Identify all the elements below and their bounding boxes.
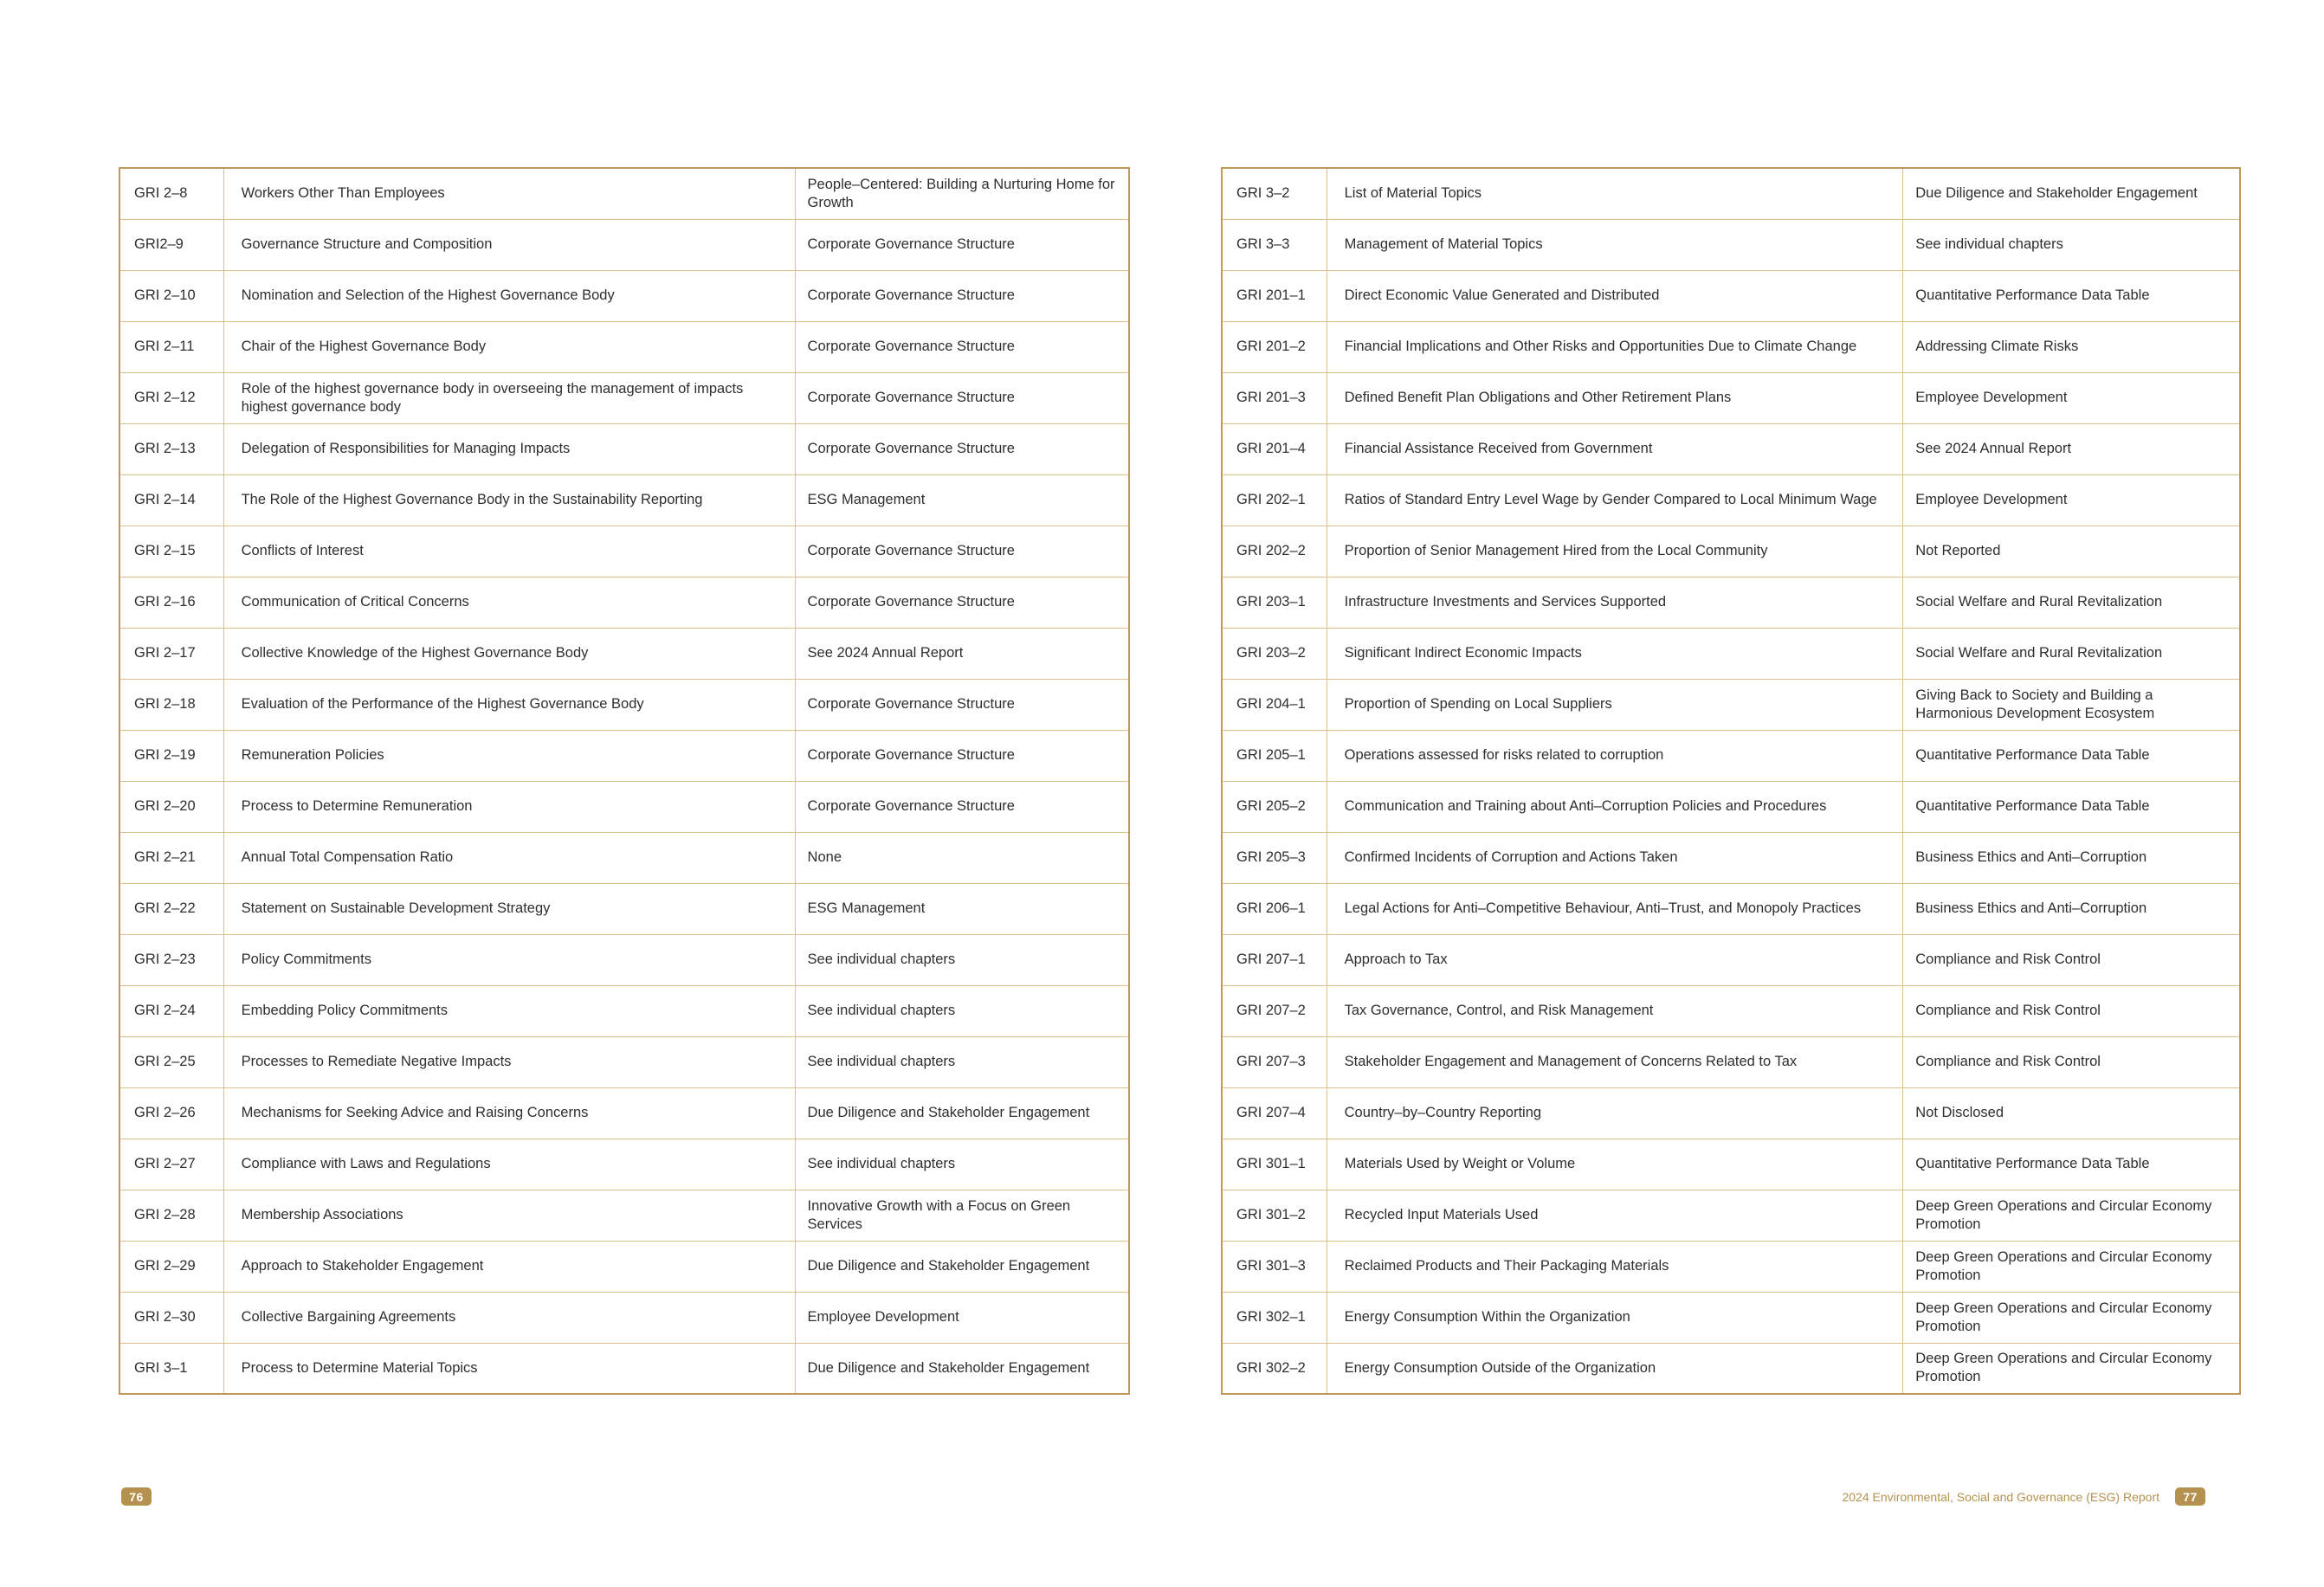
gri-code-cell: GRI 2–11	[119, 321, 223, 372]
gri-table-row	[1222, 1292, 2240, 1343]
gri-description-cell: Confirmed Incidents of Corruption and Actions Taken	[1327, 832, 1903, 883]
gri-reference-cell: ESG Management	[795, 474, 1129, 526]
gri-description-cell: Defined Benefit Plan Obligations and Other Retirement Plans	[1327, 372, 1903, 423]
gri-table-row	[1222, 781, 2240, 832]
gri-reference-cell: Due Diligence and Stakeholder Engagement	[795, 1343, 1129, 1394]
gri-table-row	[1222, 1343, 2240, 1394]
gri-description-cell: Process to Determine Material Topics	[223, 1343, 795, 1394]
gri-reference-cell: Compliance and Risk Control	[1903, 985, 2240, 1036]
gri-table-row	[1222, 423, 2240, 474]
gri-code-cell: GRI 3–1	[119, 1343, 223, 1394]
gri-table-row	[119, 474, 1129, 526]
gri-description-cell: Role of the highest governance body in overseeing the management of impacts highest governance body	[223, 372, 795, 423]
gri-reference-cell: Not Disclosed	[1903, 1087, 2240, 1139]
gri-table-row	[119, 270, 1129, 321]
gri-code-cell: GRI 201–3	[1222, 372, 1327, 423]
gri-table-row	[119, 577, 1129, 628]
gri-code-cell: GRI 201–1	[1222, 270, 1327, 321]
gri-code-cell: GRI 2–29	[119, 1241, 223, 1292]
gri-code-cell: GRI 2–21	[119, 832, 223, 883]
gri-table-row	[119, 1241, 1129, 1292]
gri-description-cell: Governance Structure and Composition	[223, 219, 795, 270]
gri-table-row	[1222, 832, 2240, 883]
gri-table-row	[119, 1139, 1129, 1190]
gri-table-row	[1222, 1036, 2240, 1087]
gri-description-cell: List of Material Topics	[1327, 168, 1903, 219]
gri-description-cell: Country–by–Country Reporting	[1327, 1087, 1903, 1139]
gri-description-cell: Direct Economic Value Generated and Distributed	[1327, 270, 1903, 321]
gri-description-cell: Energy Consumption Outside of the Organization	[1327, 1343, 1903, 1394]
gri-description-cell: Collective Bargaining Agreements	[223, 1292, 795, 1343]
gri-table-row	[119, 679, 1129, 730]
gri-reference-cell: Corporate Governance Structure	[795, 730, 1129, 781]
gri-table-row	[119, 832, 1129, 883]
gri-description-cell: Energy Consumption Within the Organization	[1327, 1292, 1903, 1343]
gri-description-cell: Workers Other Than Employees	[223, 168, 795, 219]
gri-table-row	[1222, 577, 2240, 628]
gri-code-cell: GRI 302–2	[1222, 1343, 1327, 1394]
gri-description-cell: Communication and Training about Anti–Corruption Policies and Procedures	[1327, 781, 1903, 832]
gri-description-cell: Chair of the Highest Governance Body	[223, 321, 795, 372]
gri-reference-cell: See 2024 Annual Report	[795, 628, 1129, 679]
gri-description-cell: Process to Determine Remuneration	[223, 781, 795, 832]
gri-table-row	[119, 628, 1129, 679]
gri-table-row	[1222, 628, 2240, 679]
gri-table-row	[119, 1343, 1129, 1394]
gri-code-cell: GRI 203–1	[1222, 577, 1327, 628]
gri-description-cell: Compliance with Laws and Regulations	[223, 1139, 795, 1190]
gri-code-cell: GRI 301–3	[1222, 1241, 1327, 1292]
gri-code-cell: GRI 202–2	[1222, 526, 1327, 577]
gri-code-cell: GRI 2–26	[119, 1087, 223, 1139]
gri-table-row	[1222, 219, 2240, 270]
gri-table-row	[119, 1190, 1129, 1241]
gri-description-cell: Evaluation of the Performance of the Highest Governance Body	[223, 679, 795, 730]
gri-description-cell: Proportion of Spending on Local Suppliers	[1327, 679, 1903, 730]
gri-description-cell: Embedding Policy Commitments	[223, 985, 795, 1036]
gri-code-cell: GRI 301–1	[1222, 1139, 1327, 1190]
gri-description-cell: Reclaimed Products and Their Packaging Materials	[1327, 1241, 1903, 1292]
gri-table-row	[119, 934, 1129, 985]
gri-description-cell: Collective Knowledge of the Highest Governance Body	[223, 628, 795, 679]
gri-description-cell: Delegation of Responsibilities for Managing Impacts	[223, 423, 795, 474]
gri-code-cell: GRI 206–1	[1222, 883, 1327, 934]
gri-description-cell: Financial Implications and Other Risks and Opportunities Due to Climate Change	[1327, 321, 1903, 372]
gri-reference-cell: Corporate Governance Structure	[795, 577, 1129, 628]
gri-content-index-table-right-page	[1221, 167, 2241, 1395]
gri-reference-cell: Corporate Governance Structure	[795, 219, 1129, 270]
report-title: 2024 Environmental, Social and Governance (ESG) Report	[1842, 1489, 2159, 1504]
gri-code-cell: GRI2–9	[119, 219, 223, 270]
gri-table-row	[1222, 985, 2240, 1036]
gri-table-row	[1222, 526, 2240, 577]
gri-description-cell: Remuneration Policies	[223, 730, 795, 781]
gri-description-cell: Materials Used by Weight or Volume	[1327, 1139, 1903, 1190]
gri-reference-cell: Not Reported	[1903, 526, 2240, 577]
gri-code-cell: GRI 205–1	[1222, 730, 1327, 781]
gri-description-cell: Financial Assistance Received from Government	[1327, 423, 1903, 474]
gri-description-cell: Membership Associations	[223, 1190, 795, 1241]
footer-left	[121, 1487, 152, 1506]
gri-reference-cell: ESG Management	[795, 883, 1129, 934]
gri-description-cell: Processes to Remediate Negative Impacts	[223, 1036, 795, 1087]
gri-reference-cell: Addressing Climate Risks	[1903, 321, 2240, 372]
gri-code-cell: GRI 2–22	[119, 883, 223, 934]
gri-table-row	[119, 985, 1129, 1036]
gri-reference-cell: Quantitative Performance Data Table	[1903, 270, 2240, 321]
gri-description-cell: Proportion of Senior Management Hired from the Local Community	[1327, 526, 1903, 577]
gri-description-cell: Approach to Tax	[1327, 934, 1903, 985]
gri-table-row	[119, 372, 1129, 423]
gri-reference-cell: Deep Green Operations and Circular Economy Promotion	[1903, 1241, 2240, 1292]
gri-reference-cell: Due Diligence and Stakeholder Engagement	[795, 1241, 1129, 1292]
gri-code-cell: GRI 2–23	[119, 934, 223, 985]
gri-reference-cell: Deep Green Operations and Circular Economy Promotion	[1903, 1343, 2240, 1394]
gri-table-row	[1222, 1087, 2240, 1139]
gri-description-cell: Annual Total Compensation Ratio	[223, 832, 795, 883]
gri-reference-cell: Due Diligence and Stakeholder Engagement	[1903, 168, 2240, 219]
gri-table-row	[119, 1087, 1129, 1139]
gri-description-cell: Operations assessed for risks related to corruption	[1327, 730, 1903, 781]
gri-reference-cell: Compliance and Risk Control	[1903, 1036, 2240, 1087]
gri-description-cell: Ratios of Standard Entry Level Wage by Gender Compared to Local Minimum Wage	[1327, 474, 1903, 526]
gri-code-cell: GRI 2–27	[119, 1139, 223, 1190]
gri-code-cell: GRI 2–20	[119, 781, 223, 832]
gri-description-cell: Communication of Critical Concerns	[223, 577, 795, 628]
gri-code-cell: GRI 2–24	[119, 985, 223, 1036]
gri-reference-cell: Corporate Governance Structure	[795, 423, 1129, 474]
gri-code-cell: GRI 2–28	[119, 1190, 223, 1241]
gri-code-cell: GRI 205–2	[1222, 781, 1327, 832]
gri-reference-cell: Employee Development	[1903, 372, 2240, 423]
gri-table-row	[119, 168, 1129, 219]
gri-reference-cell: Corporate Governance Structure	[795, 321, 1129, 372]
gri-description-cell: The Role of the Highest Governance Body in the Sustainability Reporting	[223, 474, 795, 526]
gri-code-cell: GRI 204–1	[1222, 679, 1327, 730]
gri-code-cell: GRI 302–1	[1222, 1292, 1327, 1343]
gri-description-cell: Recycled Input Materials Used	[1327, 1190, 1903, 1241]
gri-code-cell: GRI 201–2	[1222, 321, 1327, 372]
gri-reference-cell: Deep Green Operations and Circular Economy Promotion	[1903, 1190, 2240, 1241]
gri-reference-cell: Business Ethics and Anti–Corruption	[1903, 883, 2240, 934]
gri-code-cell: GRI 2–14	[119, 474, 223, 526]
gri-code-cell: GRI 201–4	[1222, 423, 1327, 474]
gri-reference-cell: Giving Back to Society and Building a Harmonious Development Ecosystem	[1903, 679, 2240, 730]
gri-description-cell: Infrastructure Investments and Services Supported	[1327, 577, 1903, 628]
gri-description-cell: Conflicts of Interest	[223, 526, 795, 577]
gri-reference-cell: Corporate Governance Structure	[795, 270, 1129, 321]
gri-table-row	[1222, 934, 2240, 985]
gri-description-cell: Approach to Stakeholder Engagement	[223, 1241, 795, 1292]
gri-table-row	[119, 526, 1129, 577]
gri-reference-cell: Corporate Governance Structure	[795, 372, 1129, 423]
gri-code-cell: GRI 2–12	[119, 372, 223, 423]
gri-reference-cell: Due Diligence and Stakeholder Engagement	[795, 1087, 1129, 1139]
gri-reference-cell: Compliance and Risk Control	[1903, 934, 2240, 985]
gri-code-cell: GRI 2–17	[119, 628, 223, 679]
gri-code-cell: GRI 205–3	[1222, 832, 1327, 883]
gri-table-row	[1222, 679, 2240, 730]
footer-right	[1842, 1487, 2205, 1506]
gri-description-cell: Mechanisms for Seeking Advice and Raising Concerns	[223, 1087, 795, 1139]
gri-reference-cell: See individual chapters	[795, 934, 1129, 985]
gri-code-cell: GRI 2–18	[119, 679, 223, 730]
gri-table-row	[1222, 168, 2240, 219]
gri-code-cell: GRI 3–2	[1236, 185, 1290, 202]
gri-table-row	[119, 781, 1129, 832]
gri-table-row	[1222, 1139, 2240, 1190]
gri-reference-cell: Quantitative Performance Data Table	[1903, 781, 2240, 832]
gri-description-cell: Significant Indirect Economic Impacts	[1327, 628, 1903, 679]
gri-description-cell: Stakeholder Engagement and Management of Concerns Related to Tax	[1327, 1036, 1903, 1087]
gri-table-row	[1222, 730, 2240, 781]
gri-table-row	[1222, 321, 2240, 372]
gri-reference-cell: Quantitative Performance Data Table	[1903, 730, 2240, 781]
gri-reference-cell: See individual chapters	[795, 985, 1129, 1036]
gri-reference-cell: Deep Green Operations and Circular Economy Promotion	[1903, 1292, 2240, 1343]
gri-reference-cell: Employee Development	[1903, 474, 2240, 526]
gri-table-row	[1222, 1190, 2240, 1241]
gri-table	[119, 167, 1130, 1395]
gri-table-row	[119, 730, 1129, 781]
gri-reference-cell: See individual chapters	[795, 1036, 1129, 1087]
gri-code-cell: GRI 2–19	[119, 730, 223, 781]
gri-reference-cell: People–Centered: Building a Nurturing Home for Growth	[795, 168, 1129, 219]
gri-description-cell: Management of Material Topics	[1327, 219, 1903, 270]
gri-code-cell: GRI 207–3	[1222, 1036, 1327, 1087]
gri-table-row	[119, 1036, 1129, 1087]
gri-reference-cell: Social Welfare and Rural Revitalization	[1903, 577, 2240, 628]
gri-table-row	[1222, 372, 2240, 423]
gri-reference-cell: Innovative Growth with a Focus on Green Services	[795, 1190, 1129, 1241]
gri-code-cell: GRI 207–2	[1222, 985, 1327, 1036]
gri-code-cell: GRI 2–16	[119, 577, 223, 628]
gri-table-row	[119, 1292, 1129, 1343]
gri-code-cell: GRI 2–10	[119, 270, 223, 321]
gri-reference-cell: Corporate Governance Structure	[795, 781, 1129, 832]
gri-code-cell: GRI 2–25	[119, 1036, 223, 1087]
gri-reference-cell: None	[795, 832, 1129, 883]
gri-table-row	[119, 219, 1129, 270]
page-number-badge: 76	[121, 1487, 152, 1506]
gri-table-row	[119, 883, 1129, 934]
gri-reference-cell: See 2024 Annual Report	[1903, 423, 2240, 474]
gri-description-cell: Statement on Sustainable Development Strategy	[223, 883, 795, 934]
gri-description-cell: Tax Governance, Control, and Risk Management	[1327, 985, 1903, 1036]
gri-reference-cell: Employee Development	[795, 1292, 1129, 1343]
gri-code-cell: GRI 207–1	[1222, 934, 1327, 985]
gri-reference-cell: Business Ethics and Anti–Corruption	[1903, 832, 2240, 883]
gri-description-cell: Legal Actions for Anti–Competitive Behaviour, Anti–Trust, and Monopoly Practices	[1327, 883, 1903, 934]
gri-code-cell: GRI 2–30	[119, 1292, 223, 1343]
gri-table-row	[1222, 883, 2240, 934]
page-number-badge: 77	[2175, 1487, 2205, 1506]
gri-table-row	[1222, 1241, 2240, 1292]
gri-content-index-table-left-page	[119, 167, 1130, 1395]
gri-table-row	[1222, 474, 2240, 526]
gri-code-cell: GRI 2–8	[134, 185, 188, 202]
gri-description-cell: Nomination and Selection of the Highest Governance Body	[223, 270, 795, 321]
gri-reference-cell: Quantitative Performance Data Table	[1903, 1139, 2240, 1190]
gri-reference-cell: Social Welfare and Rural Revitalization	[1903, 628, 2240, 679]
gri-table-row	[119, 321, 1129, 372]
gri-description-cell: Policy Commitments	[223, 934, 795, 985]
gri-code-cell: GRI 3–3	[1222, 219, 1327, 270]
gri-code-cell: GRI 301–2	[1222, 1190, 1327, 1241]
gri-table-row	[1222, 270, 2240, 321]
gri-table-row	[119, 423, 1129, 474]
gri-code-cell: GRI 202–1	[1222, 474, 1327, 526]
gri-reference-cell: Corporate Governance Structure	[795, 526, 1129, 577]
gri-reference-cell: Corporate Governance Structure	[795, 679, 1129, 730]
gri-reference-cell: See individual chapters	[795, 1139, 1129, 1190]
gri-code-cell: GRI 207–4	[1222, 1087, 1327, 1139]
gri-table	[1221, 167, 2241, 1395]
gri-code-cell: GRI 2–13	[119, 423, 223, 474]
gri-reference-cell: See individual chapters	[1903, 219, 2240, 270]
gri-code-cell: GRI 203–2	[1222, 628, 1327, 679]
gri-code-cell: GRI 2–15	[119, 526, 223, 577]
